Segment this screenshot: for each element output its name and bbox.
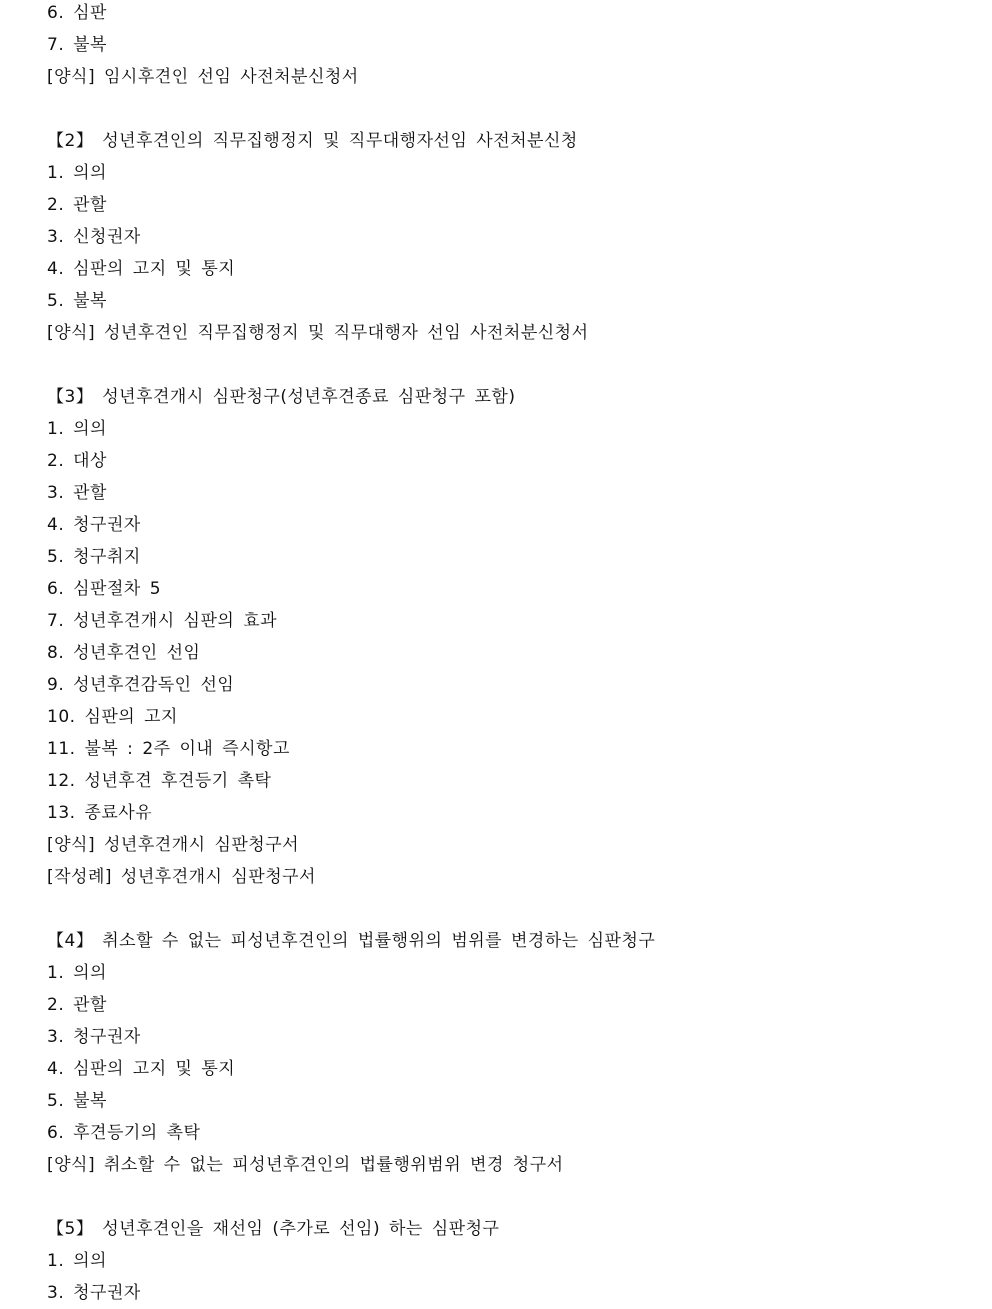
list-item: 13. 종료사유	[47, 803, 153, 823]
list-item: 4. 심판의 고지 및 통지	[47, 259, 236, 279]
list-item: 2. 관할	[47, 195, 107, 215]
list-item: 5. 불복	[47, 291, 107, 311]
list-item: 6. 심판절차 5	[47, 579, 162, 599]
list-item: 4. 심판의 고지 및 통지	[47, 1059, 236, 1079]
list-item: 6. 후견등기의 촉탁	[47, 1123, 201, 1143]
section-2	[47, 125, 967, 349]
spacer	[47, 893, 967, 925]
form-reference: [양식] 성년후견인 직무집행정지 및 직무대행자 선임 사전처분신청서	[47, 323, 589, 343]
list-item: 2. 대상	[47, 451, 107, 471]
document-body	[47, 0, 967, 1309]
list-item: 9. 성년후견감독인 선임	[47, 675, 235, 695]
list-item: 1. 의의	[47, 419, 107, 439]
list-item: 1. 의의	[47, 963, 107, 983]
spacer	[47, 1181, 967, 1213]
list-item: 5. 불복	[47, 1091, 107, 1111]
list-item: 1. 의의	[47, 163, 107, 183]
section-heading: 【2】 성년후견인의 직무집행정지 및 직무대행자선임 사전처분신청	[47, 131, 578, 151]
list-item: 3. 신청권자	[47, 227, 141, 247]
list-item: 12. 성년후견 후견등기 촉탁	[47, 771, 272, 791]
form-reference: [작성례] 성년후견개시 심판청구서	[47, 867, 316, 887]
intro-block	[47, 0, 967, 93]
list-item: 3. 관할	[47, 483, 107, 503]
list-item: 7. 성년후견개시 심판의 효과	[47, 611, 278, 631]
list-item: 11. 불복 : 2주 이내 즉시항고	[47, 739, 290, 759]
section-5	[47, 1213, 967, 1309]
form-reference: [양식] 성년후견개시 심판청구서	[47, 835, 300, 855]
list-item: 10. 심판의 고지	[47, 707, 178, 727]
section-heading: 【3】 성년후견개시 심판청구(성년후견종료 심판청구 포함)	[47, 387, 516, 407]
section-4	[47, 925, 967, 1181]
list-item: 1. 의의	[47, 1251, 107, 1271]
spacer	[47, 93, 967, 125]
spacer	[47, 349, 967, 381]
list-item: 4. 청구권자	[47, 515, 141, 535]
list-item: 7. 불복	[47, 35, 107, 55]
list-item: 6. 심판	[47, 3, 107, 23]
form-reference: [양식] 임시후견인 선임 사전처분신청서	[47, 67, 359, 87]
section-heading: 【5】 성년후견인을 재선임 (추가로 선임) 하는 심판청구	[47, 1219, 500, 1239]
list-item: 5. 청구취지	[47, 547, 141, 567]
section-3	[47, 381, 967, 893]
list-item: 3. 청구권자	[47, 1283, 141, 1303]
form-reference: [양식] 취소할 수 없는 피성년후견인의 법률행위범위 변경 청구서	[47, 1155, 564, 1175]
list-item: 8. 성년후견인 선임	[47, 643, 201, 663]
list-item: 3. 청구권자	[47, 1027, 141, 1047]
list-item: 2. 관할	[47, 995, 107, 1015]
section-heading: 【4】 취소할 수 없는 피성년후견인의 법률행위의 범위를 변경하는 심판청구	[47, 931, 656, 951]
